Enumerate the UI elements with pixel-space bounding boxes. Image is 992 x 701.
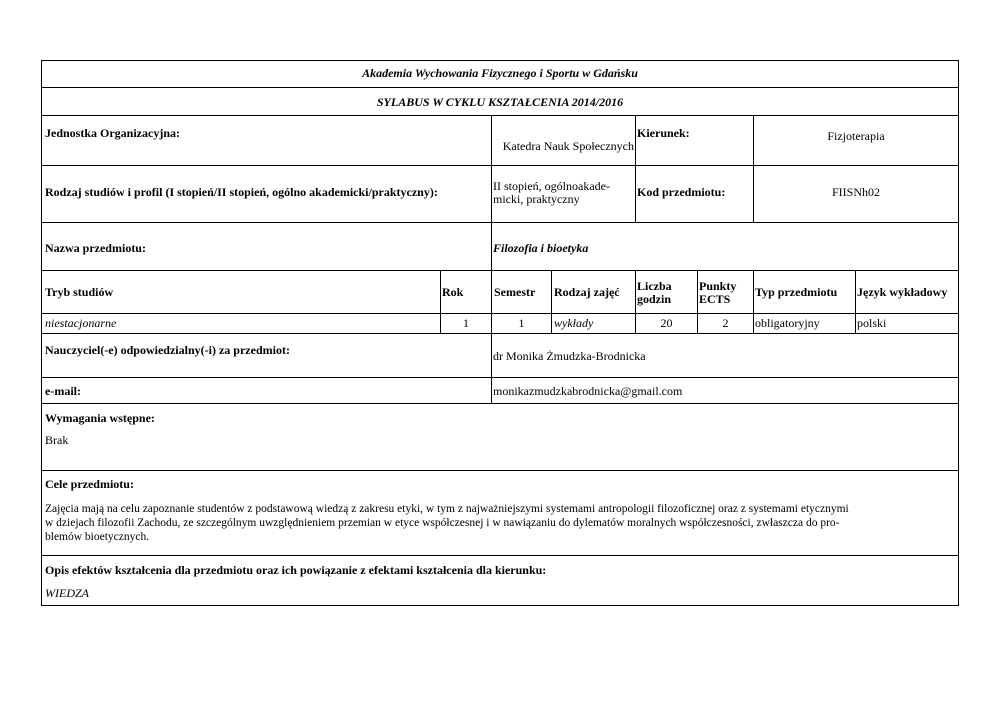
outcomes-label: Opis efektów kształcenia dla przedmiotu oraz ich powiązanie z efektami kształcenia dla kierunku: bbox=[45, 563, 547, 577]
col-divider bbox=[635, 115, 636, 223]
course-name-value: Filozofia i bioetyka bbox=[493, 241, 589, 255]
row-divider bbox=[41, 470, 959, 471]
row-divider bbox=[41, 377, 959, 378]
email-label: e-mail: bbox=[45, 384, 81, 398]
email-value: monikazmudzkabrodnicka@gmail.com bbox=[493, 384, 683, 398]
header-course-type: Typ przedmiotu bbox=[755, 285, 838, 299]
col-divider bbox=[855, 270, 856, 334]
row-divider bbox=[41, 222, 959, 223]
teacher-value: dr Monika Żmudzka-Brodnicka bbox=[493, 349, 646, 363]
row-divider bbox=[41, 165, 959, 166]
direction-value: Fizjoterapia bbox=[827, 129, 885, 143]
table-border-top bbox=[41, 60, 959, 61]
col-divider bbox=[491, 222, 492, 271]
course-code-value: FIISNh02 bbox=[831, 185, 880, 199]
knowledge-label: WIEDZA bbox=[45, 586, 89, 600]
col-divider bbox=[491, 333, 492, 404]
course-name-label: Nazwa przedmiotu: bbox=[45, 241, 146, 255]
teacher-label: Nauczyciel(-e) odpowiedzialny(-i) za przedmiot: bbox=[45, 343, 290, 357]
col-divider bbox=[491, 115, 492, 223]
header-ects-line2: ECTS bbox=[699, 292, 731, 306]
header-mode: Tryb studiów bbox=[45, 285, 114, 299]
row-mode: niestacjonarne bbox=[45, 316, 117, 330]
org-unit-value: Katedra Nauk Społecznych bbox=[502, 139, 634, 153]
prereq-label: Wymagania wstępne: bbox=[45, 411, 155, 425]
row-divider bbox=[41, 333, 959, 334]
row-ects: 2 bbox=[722, 316, 729, 330]
goals-line1: Zajęcia mają na celu zapoznanie studentów z podstawową wiedzą z zakresu etyki, w tym z najważniejszymi systemami antropologii filozoficznej oraz z systemami etycznymi bbox=[45, 503, 849, 515]
goals-line3: blemów bioetycznych. bbox=[45, 531, 150, 543]
row-divider bbox=[41, 403, 959, 404]
goals-line2: w dziejach filozofii Zachodu, ze szczególnym uwzględnieniem przemian w etyce współczesnej i w nawiązaniu do dylematów moralnych współczesności, zwłaszcza do pro- bbox=[45, 517, 840, 529]
header-hours-line2: godzin bbox=[637, 292, 672, 306]
row-year: 1 bbox=[463, 316, 469, 330]
row-class-type: wykłady bbox=[554, 316, 594, 330]
study-type-value-line1: II stopień, ogólnoakade- bbox=[493, 179, 610, 193]
row-hours: 20 bbox=[660, 316, 673, 330]
table-border-bottom bbox=[41, 605, 959, 606]
row-divider bbox=[41, 87, 959, 88]
col-divider bbox=[551, 270, 552, 334]
direction-label: Kierunek: bbox=[637, 126, 690, 140]
goals-label: Cele przedmiotu: bbox=[45, 477, 134, 491]
header-semester: Semestr bbox=[494, 285, 536, 299]
study-type-label: Rodzaj studiów i profil (I stopień/II stopień, ogólno akademicki/praktyczny): bbox=[45, 185, 438, 199]
row-language: polski bbox=[857, 316, 887, 330]
row-divider bbox=[41, 313, 959, 314]
header-language: Język wykładowy bbox=[857, 285, 948, 299]
col-divider bbox=[753, 270, 754, 334]
row-divider bbox=[41, 270, 959, 271]
header-ects-line1: Punkty bbox=[699, 279, 737, 293]
header-hours-line1: Liczba bbox=[637, 279, 672, 293]
study-type-value-line2: micki, praktyczny bbox=[493, 192, 580, 206]
org-unit-label: Jednostka Organizacyjna: bbox=[45, 126, 180, 140]
header-class-type: Rodzaj zajęć bbox=[554, 285, 620, 299]
syllabus-title: SYLABUS W CYKLU KSZTAŁCENIA 2014/2016 bbox=[376, 95, 624, 109]
course-code-label: Kod przedmiotu: bbox=[637, 185, 726, 199]
row-divider bbox=[41, 555, 959, 556]
row-course-type: obligatoryjny bbox=[755, 316, 820, 330]
header-year: Rok bbox=[442, 285, 464, 299]
row-divider bbox=[41, 115, 959, 116]
row-semester: 1 bbox=[518, 316, 525, 330]
academy-title: Akademia Wychowania Fizycznego i Sportu w Gdańsku bbox=[362, 66, 638, 80]
prereq-value: Brak bbox=[45, 433, 69, 447]
